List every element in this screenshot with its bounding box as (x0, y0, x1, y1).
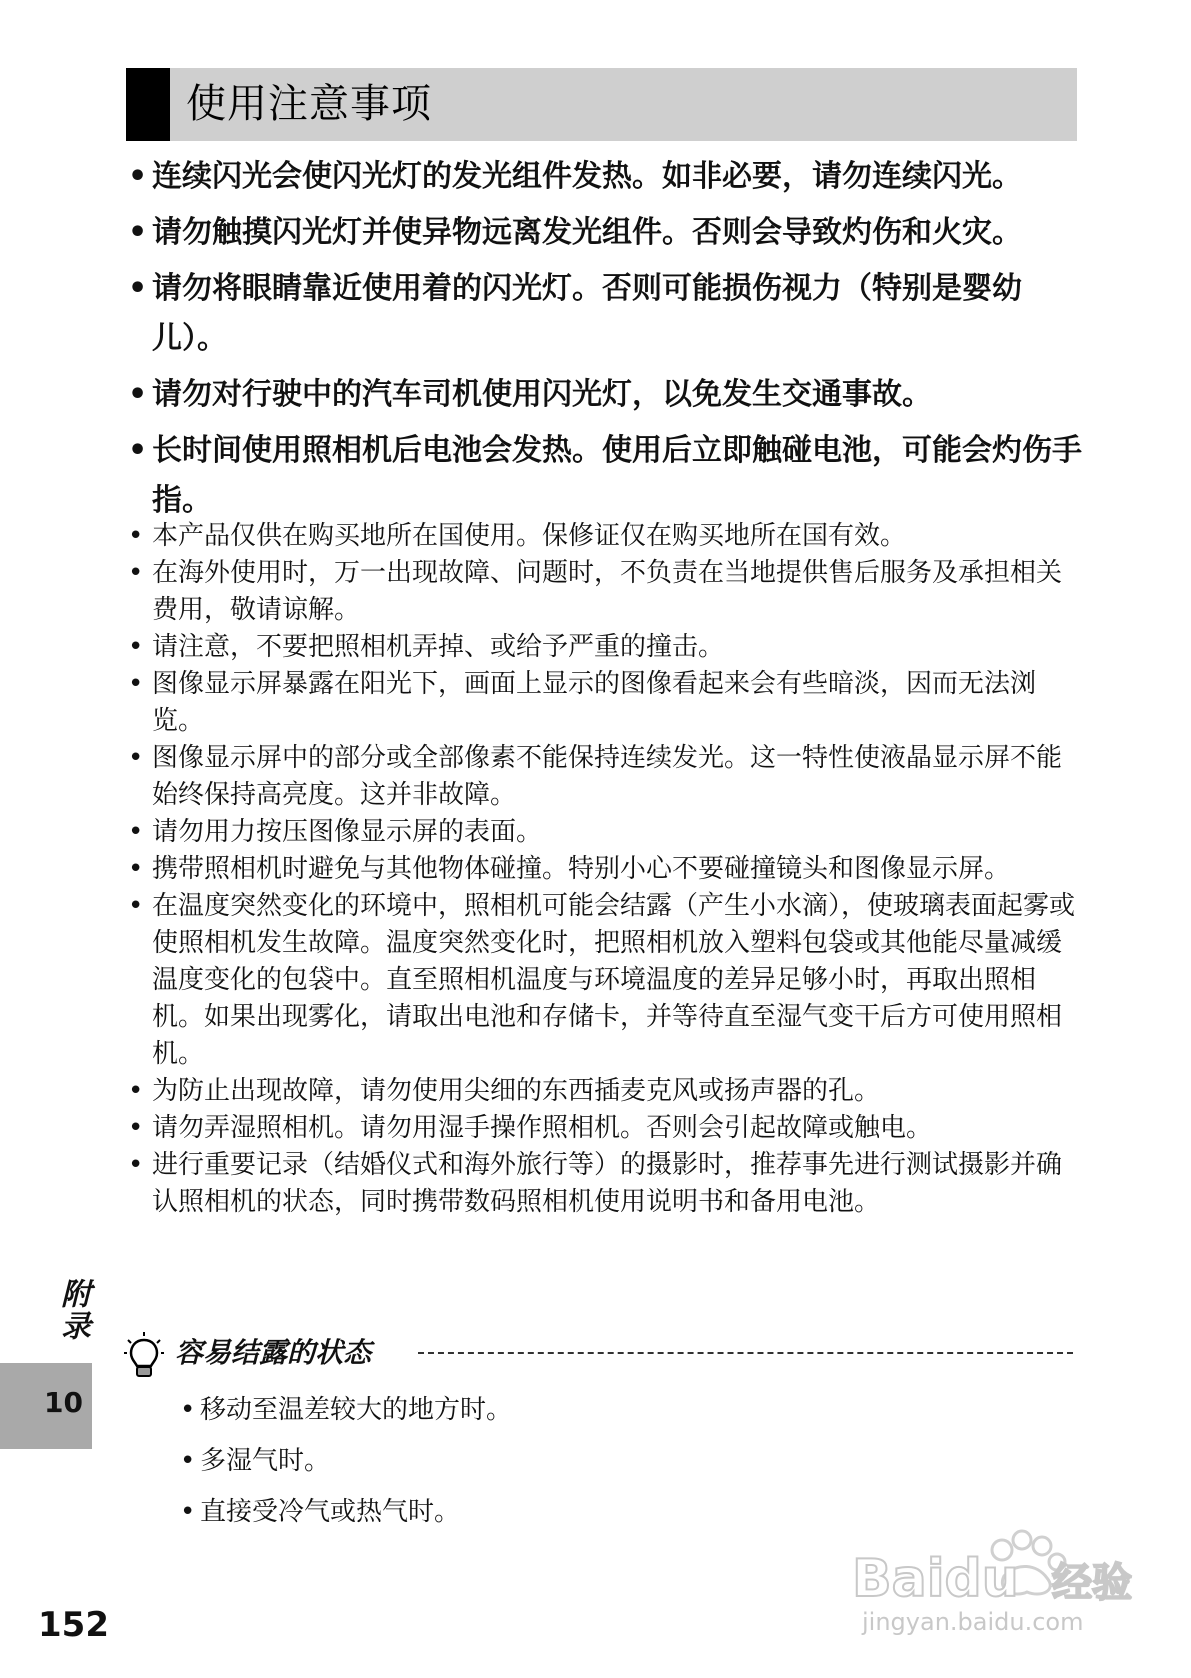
list-item: • 为防止出现故障，请勿使用尖细的东西插麦克风或扬声器的孔。 (126, 1073, 1086, 1110)
lightbulb-icon (124, 1332, 164, 1382)
list-item: • 携带照相机时避免与其他物体碰撞。特别小心不要碰撞镜头和图像显示屏。 (126, 851, 1086, 888)
list-item: • 多湿气时。 (178, 1436, 512, 1487)
list-item: • 请勿弄湿照相机。请勿用湿手操作照相机。否则会引起故障或触电。 (126, 1110, 1086, 1147)
watermark-service: 经验 (1052, 1560, 1132, 1606)
list-item: • 图像显示屏暴露在阳光下，画面上显示的图像看起来会有些暗淡，因而无法浏览。 (126, 666, 1086, 740)
page-title: 使用注意事项 (186, 81, 432, 127)
baidu-watermark (852, 1518, 1152, 1638)
list-item: • 在海外使用时，万一出现故障、问题时，不负责在当地提供售后服务及承担相关费用，敬请谅解。 (126, 555, 1086, 629)
list-item: • 长时间使用照相机后电池会发热。使用后立即触碰电池，可能会灼伤手指。 (126, 426, 1086, 526)
caution-list (126, 518, 1086, 1221)
tip-list (178, 1385, 512, 1538)
tip-title: 容易结露的状态 (175, 1336, 372, 1369)
watermark-url: jingyan.baidu.com (862, 1608, 1084, 1636)
list-item: • 请勿用力按压图像显示屏的表面。 (126, 814, 1086, 851)
section-header (126, 68, 1077, 141)
list-item: • 本产品仅供在购买地所在国使用。保修证仅在购买地所在国有效。 (126, 518, 1086, 555)
list-item: • 进行重要记录（结婚仪式和海外旅行等）的摄影时，推荐事先进行测试摄影并确认照相机的状态，同时携带数码照相机使用说明书和备用电池。 (126, 1147, 1086, 1221)
list-item: • 移动至温差较大的地方时。 (178, 1385, 512, 1436)
header-mark (126, 68, 170, 141)
list-item: • 直接受冷气或热气时。 (178, 1487, 512, 1538)
page-number: 152 (38, 1605, 109, 1645)
chapter-number: 10 (44, 1386, 83, 1419)
list-item: • 请注意，不要把照相机弄掉、或给予严重的撞击。 (126, 629, 1086, 666)
list-item: • 在温度突然变化的环境中，照相机可能会结露（产生小水滴），使玻璃表面起雾或使照相机发生故障。温度突然变化时，把照相机放入塑料包袋或其他能尽量减缓温度变化的包袋中。直至照相机温度与环境温度的差异足够小时，再取出照相机。如果出现雾化，请取出电池和存储卡，并等待直至湿气变干后方可使用照相机。 (126, 888, 1086, 1073)
tip-divider (418, 1352, 1073, 1354)
bold-caution-list (126, 152, 1086, 532)
list-item: • 连续闪光会使闪光灯的发光组件发热。如非必要，请勿连续闪光。 (126, 152, 1086, 202)
list-item: • 请勿将眼睛靠近使用着的闪光灯。否则可能损伤视力（特别是婴幼儿）。 (126, 264, 1086, 364)
list-item: • 请勿触摸闪光灯并使异物远离发光组件。否则会导致灼伤和火灾。 (126, 208, 1086, 258)
list-item: • 图像显示屏中的部分或全部像素不能保持连续发光。这一特性使液晶显示屏不能始终保持高亮度。这并非故障。 (126, 740, 1086, 814)
list-item: • 请勿对行驶中的汽车司机使用闪光灯，以免发生交通事故。 (126, 370, 1086, 420)
section-side-label: 附录 (55, 1278, 90, 1342)
watermark-brand: Baidu (852, 1549, 1019, 1609)
